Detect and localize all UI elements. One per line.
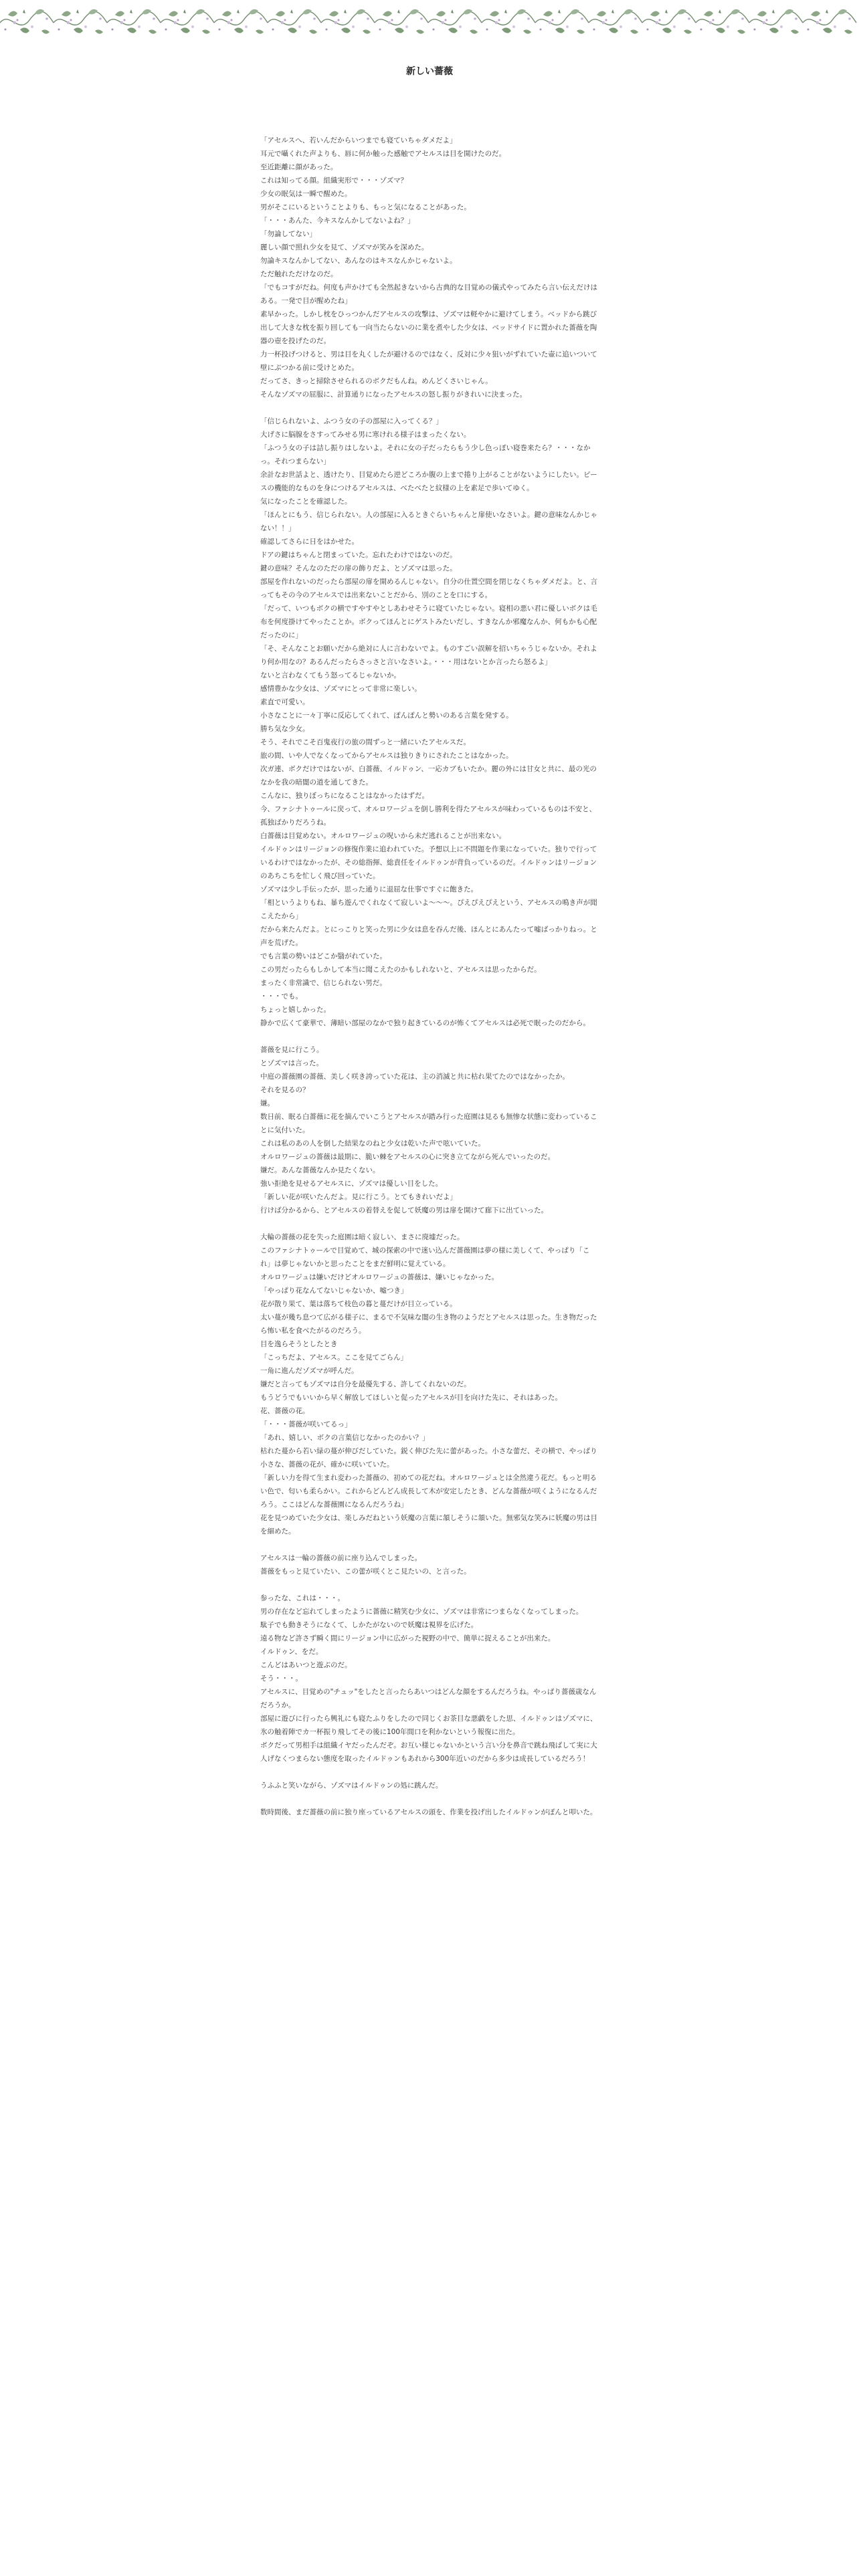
paragraph: 数時間後、まだ薔薇の前に独り座っているアセルスの頭を、作業を投げ出したイルドゥンがぽんと叩いた。 [260, 1808, 597, 1816]
paragraph: うふふと笑いながら、ゾズマはイルドゥンの処に跳んだ。 [260, 1782, 443, 1790]
paragraph: アセルスは一輪の薔薇の前に座り込んでしまった。 薔薇をもっと見ていたい、この蕾が咲くとこ見たいの、と言った。 [260, 1554, 471, 1576]
paragraph: 「アセルスへ、若いんだからいつまでも寝ていちゃダメだよ」 耳元で囁くれた声よりも、唇に何か触った感触でアセルスは目を開けたのだ。 至近距離に顔があった。 これは知ってる顔。組織実形で・・・ゾズマ？ 少女の眠気は一瞬で醒めた。 男がそこにいるということよりも、もっと気になることがあった。 「・・・あんた、今キスなんかしてないよね？」 「勿論してない」 麗しい顔で照れ少女を見て、ゾズマが笑みを深めた。 勿論キスなんかしてない、あんなのはキスなんかじゃないよ。 ただ触れただけなのだ。 「でもコすがだね。何度も声かけても全然起きないから古典的な目覚めの儀式やってみたら言い伝えだけはある。一発で目が醒めたね」 素早かった。しかし枕をひっつかんだアセルスの攻撃は、ゾズマは軽やかに避けてしまう。ベッドから跳び出して大きな枕を振り回しても一向当たらないのに業を煮やした少女は、ベッドサイドに置かれた薔薇を陶器の壺を投げたのだ。 力一杯投げつけると、男は目を丸くしたが避けるのではなく、反対に少々狙いがずれていた壷に追いついて壁にぶつかる前に受けとめた。 だってさ、きっと掃除させられるのボクだもんね。めんどくさいじゃん。 そんなゾズマの屈服に、計算通りになったアセルスの怒し振りがきれいに決まった。 [260, 136, 597, 399]
paragraph: 大輪の薔薇の花を失った庭園は暗く寂しい、まさに廃墟だった。 このファシナトゥールで目覚めて、城の探索の中で迷い込んだ薔薇園は夢の様に美しくて、やっぱり「これ」は夢じゃないかと思ったことをまだ鮮明に覚えている。 オルロワージュは嫌いだけどオルロワージュの薔薇は、嫌いじゃなかった。 「やっぱり花なんてないじゃないか、嘘つき」 花が散り果て、葉は落ちて枝色の暮と蔓だけが目立っている。 太い蔓が幾ち息つて広がる様子に、まるで不気味な闇の生き物のようだとアセルスは思った。生き物だったら怖い私を食べたがるのだろう。 目を逸らそうとしたとき 「こっちだよ、アセルス。ここを見てごらん」 一角に進んだゾズマが呼んだ。 嫌だと言ってもゾズマは自分を最優先する、許してくれないのだ。 もうどうでもいいから早く解放してほしいと促ったアセルスが目を向けた先に、それはあった。 花、薔薇の花。 「・・・薔薇が咲いてるっ」 「あれ、嬉しい、ボクの言葉信じなかったのかい？」 枯れた蔓から若い緑の蔓が伸びだしていた。鋭く伸びた先に蕾があった。小さな蕾だ、その横で、やっぱり小さな、薔薇の花が、確かに咲いていた。 「新しい力を得て生まれ変わった薔薇の、初めての花だね。オルロワージュとは全然違う花だ。もっと明るい色で、匂いも柔らかい。これからどんどん成長して木が安定したとき、どんな薔薇が咲くようになるんだろう。ここはどんな薔薇園になるんだろうね」 花を見つめていた少女は、楽しみだねという妖魔の言葉に頷しそうに頷いた。無邪気な笑みに妖魔の男は目を細めた。 [260, 1233, 597, 1535]
floral-border [0, 0, 859, 45]
page-title: 新しい薔薇 [406, 66, 453, 77]
paragraph: 薔薇を見に行こう。 とゾズマは言った。 中庭の薔薇園の薔薇、美しく咲き誇っていた花は、主の消滅と共に枯れ果てたのではなかったか。 それを見るの？ 嫌。 数日前、眠る白薔薇に花を摘んでいこうとアセルスが踏み行った庭園は見るも無惨な状態に変わっていることに気付いた。 これは私のあの人を倒した結果なのねと少女は乾いた声で呟いていた。 オルロワージュの薔薇は最期に、脆い棘をアセルスの心に突き立てながら死んでいったのだ。 嫌だ。あんな薔薇なんか見たくない。 強い拒絶を見せるアセルスに、ゾズマは優しい目をした。 「新しい花が咲いたんだよ。見に行こう。とてもきれいだよ」 行けば分かるから、とアセルスの着替えを促して妖魔の男は扉を開けて廊下に出ていった。 [260, 1046, 597, 1214]
paragraph: 「信じられないよ、ふつう女の子の部屋に入ってくる？」 大げさに脳腺をさすってみせる男に寒けれる様子はまったくない。 「ふつう女の子は詰し振りはしないよ。それに女の子だったらもう少し色っぽい寝巻来たら？・・・なかっ。それつまらない」 余計なお世話よと、透けたり、目覚めたら逆どころか腹の上まで捲り上がることがないようにしたい。ピースの機能的なものを身につけるアセルスは、べたべたと紋様の上を素足で歩いてゆく。 気になったことを確認した。 「ほんとにもう、信じられない。人の部屋に入るときぐらいちゃんと扉使いなさいよ。鍵の意味なんかじゃない！！」 確認してさらに日をはかせた。 ドアの鍵はちゃんと閉まっていた。忘れたわけではないのだ。 鍵の意味？そんなのただの扉の飾りだよ、とゾズマは思った。 部屋を作れないのだったら部屋の扉を開めるんじゃない。自分の仕置空間を閉じなくちゃダメだよ。と、言ってもその今のアセルスでは出来ないことだから、別のことを口にする。 「だって、いつもボクの横ですやすやとしあわせそうに寝ていたじゃない。寝相の悪い君に優しいボクは毛布を何度掛けてやったことか。ボクってほんとにゲストみたいだし、すきなんか邪魔なんか、何もかも心配だったのに」 「そ、そんなことお願いだから絶対に人に言わないでよ。ものすごい誤解を招いちゃうじゃないか。それより何か用なの？あるんだったらさっさと言いなさいよ。・・・用はないとか言ったら怒るよ」 ないと言わなくてもう怒ってるじゃないか。 感情豊かな少女は、ゾズマにとって非常に楽しい。 素直で可愛い。 小さなことに一々丁寧に反応してくれて、ぽんぽんと勢いのある言葉を発する。 勝ち気な少女。 そう、それでこそ百鬼夜行の旅の間ずっと一緒にいたアセルスだ。 旅の間、いや人でなくなってからアセルスは独りきりにされたことはなかった。 次ガ連、ボクだけではないが、白薔薇、イルドゥン、一応カブもいたか。麗の外には甘女と共に、最の光のなかを我の暗闇の道を通してきた。 こんなに、独りぼっちになることはなかったはずだ。 今、ファシナトゥールに戻って、オルロワージュを倒し勝利を得たアセルスが味わっているものは不安と、孤独ばかりだろうね。 白薔薇は目覚めない。オルロワージュの呪いから未だ逃れることが出来ない。 イルドゥンはリージョンの修復作業に追われていた。予想以上に不問題を作業になっていた。独りで行っているわけではなかったが、その総指揮、総責任をイルドゥンが背負っているのだ。イルドゥンはリージョンのあちこちを忙しく飛び回っていた。 ゾズマは少し手伝ったが、思った通りに退屈な仕事ですぐに飽きた。 「相というよりもね、暴ち遊んでくれなくて寂しいよ〜〜〜。ぴえぴえぴえという、アセルスの鳴き声が聞こえたから」 だから来たんだよ。とにっこりと笑った男に少女は息を吞んだ後、ほんとにあんたって嘘ばっかりねっ。と声を荒げた。 でも言葉の勢いはどこか翳がれていた。 この男だったらもしかして本当に聞こえたのかもしれないと、アセルスは思ったからだ。 まったく非常識で、信じられない男だ。 ・・・でも。 ちょっと嬉しかった。 静かで広くて豪華で、薄暗い部屋のなかで独り起きているのが怖くてアセルスは必死で眠ったのだから。 [260, 417, 597, 1027]
vine-garland-icon [0, 0, 859, 45]
story-body [260, 134, 599, 1819]
paragraph: 参ったな、これは・・・。 男の存在など忘れてしまったように薔薇に精笑む少女に、ゾズマは非常につまらなくなってしまった。 駄子でも動きそうになくて、しかたがないので妖魔は視界を広げた。 遠る物など許さず瞬く間にリージョン中に広がった視野の中で、簡単に捉えることが出来た。 イルドゥン、をだ。 こんどはあいつと遊ぶのだ。 そう・・・。 アセルスに、目覚めの"チュッ"をしたと言ったらあいつはどんな顔をするんだろうね。やっぱり薔薇歳なんだろうか。 部屋に遊びに行ったら興礼にも寝たふりをしたので同じくお茶目な悪戯をした思、イルドゥンはゾズマに、氷の触着陣でカ一杯振り飛してその後に100年間口を利かないという報復に出た。 ボクだって男相手は組織イヤだったんだぞ。お互い様じゃないかという言い分を鼻音で跳ね飛ばして実に大人げなくつまらない態度を取ったイルドゥンもあれから300年近いのだから多少は成長しているだろう！ [260, 1594, 597, 1763]
